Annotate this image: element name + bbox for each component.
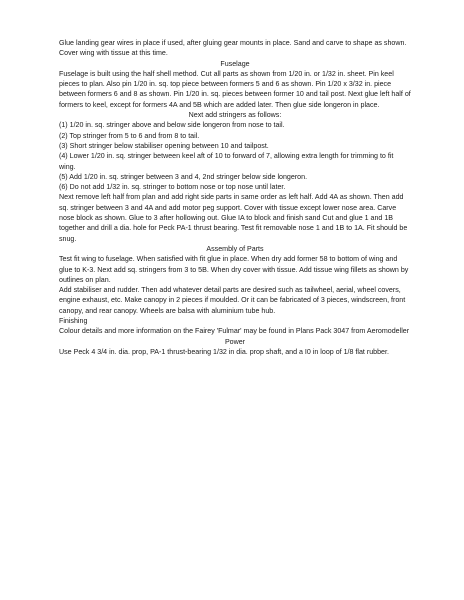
fuselage-heading: Fuselage <box>220 59 250 68</box>
finishing-heading: Finishing <box>59 317 88 326</box>
stringer-item-6: (6) Do not add 1/32 in. sq. stringer to bottom nose or top nose until later. <box>59 183 286 192</box>
stringer-item-3: (3) Short stringer below stabiliser opening between 10 and tailpost. <box>59 141 269 150</box>
stringer-item-1: (1) 1/20 in. sq. stringer above and below side longeron from nose to tail. <box>59 121 285 130</box>
power-paragraph: Use Peck 4 3/4 in. dia. prop, PA-1 thrust-bearing 1/32 in dia. prop shaft, and a I0 in loop of 1/8 flat rubber. <box>59 347 389 356</box>
stringer-item-5: (5) Add 1/20 in. sq. stringer between 3 and 4, 2nd stringer below side longeron. <box>59 172 308 181</box>
assembly-paragraph-1: Test fit wing to fuselage. When satisfied with fit glue in place. When dry add former 58 to bottom of wing and glue to K-3. Next add sq. stringers from 3 to 5B. When dry cover with tissue. Add tissue wing fillets as shown by outlines on plan. <box>59 255 411 284</box>
stringers-heading: Next add stringers as follows: <box>188 111 282 120</box>
finishing-paragraph: Colour details and more information on the Fairey 'Fulmar' may be found in Plans Pack 3047 from Aeromodeller <box>59 327 410 336</box>
power-heading: Power <box>224 337 246 346</box>
stringer-item-2: (2) Top stringer from 5 to 6 and from 8 to tail. <box>59 131 200 140</box>
document-page <box>59 38 411 357</box>
right-side-paragraph: Next remove left half from plan and add right side parts in same order as left half. Add 4A as shown. Then add sq. stringer between 3 and 4A and add motor peg support. Cover with tissue except lower nose area. Carve nose block as shown. Glue to 3 after hollowing out. Glue IA to block and finish sand Cut and glue 1 and 1B together and drill a dia. hole for Peck PA-1 thrust bearing. Test fit removable nose 1 and 1B to 1A. Fit should be snug. <box>59 193 410 243</box>
intro-paragraph: Glue landing gear wires in place if used, after gluing gear mounts in place. Sand and carve to shape as shown. Cover wing with tissue at this time. <box>59 39 409 58</box>
assembly-heading: Assembly of Parts <box>206 244 264 253</box>
assembly-paragraph-2: Add stabiliser and rudder. Then add whatever detail parts are desired such as tailwheel, aerial, wheel covers, engine exhaust, etc. Make canopy in 2 pieces if moulded. Or it can be fabricated of 3 pieces, windscreen, front canopy, and rear canopy. Wheels are balsa with aluminium tube hub. <box>59 286 408 315</box>
fuselage-paragraph: Fuselage is built using the half shell method. Cut all parts as shown from 1/20 in. or 1/32 in. sheet. Pin keel pieces to plan. Also pin 1/20 in. sq. top piece between formers 5 and 6 as shown. Pin 1/20 x 3/32 in. piece between formers 6 and 8 as shown. Pin 1/20 in. sq. pieces between former 10 and tail post. Next glue left half of formers to keel, except for formers 4A and 5B which are added later. Then glue side longeron in place. <box>59 69 413 109</box>
stringer-item-4: (4) Lower 1/20 in. sq. stringer between keel aft of 10 to forward of 7, allowing extra length for trimming to fit wing. <box>59 152 396 171</box>
